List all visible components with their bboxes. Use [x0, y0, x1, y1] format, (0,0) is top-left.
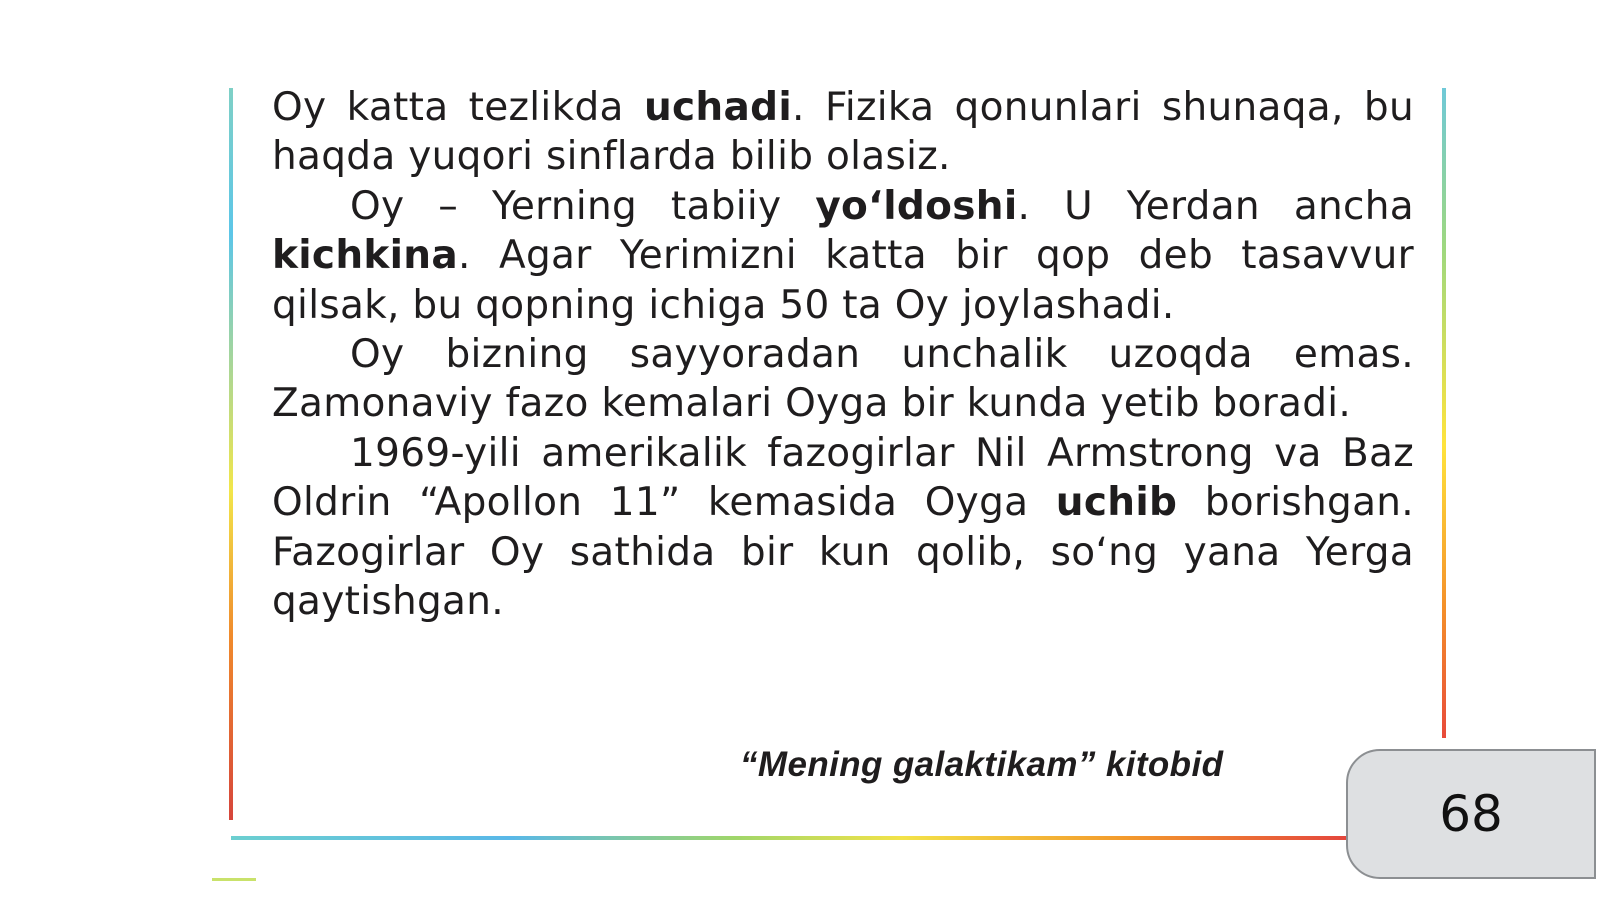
bold-term: kichkina — [272, 233, 458, 279]
page-number-badge — [1346, 749, 1596, 879]
text-span: borishgan. Fazogirlar Oy sathida bir kun qolib, so‘ng yana Yerga qaytishgan. — [272, 480, 1414, 625]
bold-term: uchadi — [643, 85, 793, 130]
text-span: . U Yerdan ancha — [1017, 183, 1415, 229]
text-span: Oy – Yerning tabiiy — [350, 183, 816, 229]
paragraph-3 — [272, 330, 1414, 429]
text-span: Oy katta tezlikda — [272, 85, 644, 130]
text-span: . Fizika qonunlari shunaqa, bu haqda yuqori sinflarda bilib olasiz. — [272, 85, 1414, 180]
article-body — [272, 83, 1414, 626]
paragraph-4 — [272, 429, 1414, 627]
bold-term: yo‘ldoshi — [815, 183, 1018, 229]
frame-right-border — [1442, 88, 1446, 738]
paragraph-2 — [272, 182, 1414, 330]
frame-bottom-border — [231, 836, 1349, 840]
paragraph-1 — [272, 83, 1414, 182]
bold-term: uchib — [1055, 480, 1178, 526]
page-number: 68 — [1439, 785, 1503, 843]
text-span: 1969-yili amerikalik fazogirlar Nil Armstrong va Baz Oldrin “Apollon 11” kemasida Oyga — [272, 430, 1414, 526]
text-span: Oy bizning sayyoradan unchalik uzoqda emas. Zamonaviy fazo kemalari Oyga bir kunda yetib boradi. — [272, 332, 1414, 427]
decorative-stub — [212, 878, 256, 881]
frame-left-border — [229, 88, 233, 820]
source-citation: “Mening galaktikam” kitobid — [740, 745, 1224, 784]
text-span: . Agar Yerimizni katta bir qop deb tasavvur qilsak, bu qopning ichiga 50 ta Oy joylashadi. — [272, 233, 1414, 328]
